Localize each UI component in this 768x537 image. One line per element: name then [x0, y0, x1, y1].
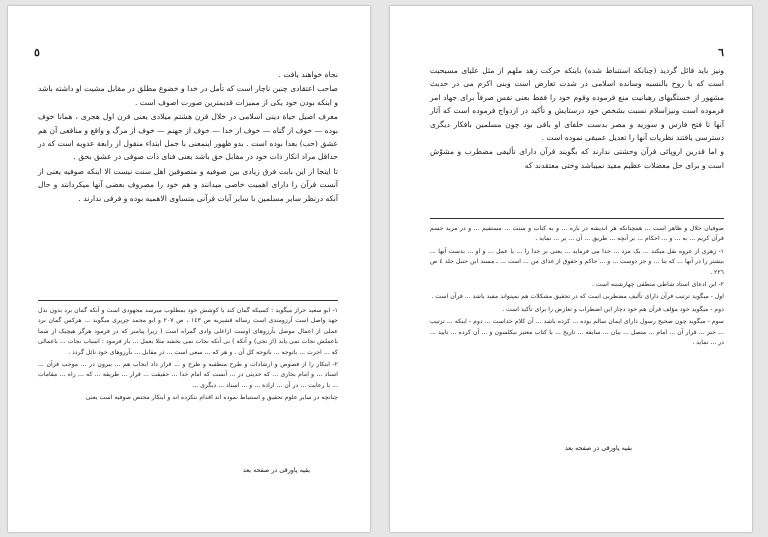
left-page	[8, 6, 370, 532]
footnote: ٢- این ادعای استاد شاطی منطقی چهارشنبه است .	[591, 281, 724, 289]
footnote: چنانچه در سایر علوم تحقیق و استنباط نموده اند اقدام ننکرده اند و اینکار مختص صوفیه است یعنی	[85, 394, 338, 402]
footnote: ١- زهری از عروه نقل میکند ... یک مرد ... خدا می فرماید ... یعنی بر خدا را ... یا عمل ... و او ... بدست آنها ... بیشتر را در آنها ... که بنا ... و جز دوست ... و ... حاکم و حقوق از غذای من ... است ... ـ مسند ابن حنبل جلد ٤ ص ٢٢٦ .	[430, 247, 724, 276]
right-page	[390, 6, 752, 532]
footnote-divider	[38, 300, 338, 301]
paragraph: و اما قدرین اروپائی قرآن وحشتی ندارند که بگویند قرآن دارای تألیفی مضطرب و مشوّش است و برای حل معضلات عظیم مفید نمیباشد وحتی معتقدند که	[430, 147, 724, 170]
footnote: سوم - میگوید چون صحیح رسول دارای ایمان سالم بوده ... کرده باشد ... آن کلام خداست ... دوم - اینکه ... ترتیب ... خبر ... قرار آن ... امام ... متصل ... بیان ... سابقه ... تاریخ ... با کتاب معتبر نیکلسون و ... آن کرده ... تایید ... در ... نماید .	[430, 318, 724, 347]
footnote: دوم - میگوید خود مؤلف قرآن هم خود دچار این اضطراب و تعارض را برای تأکید است .	[502, 305, 724, 313]
footnote: صوفیان حلال و ظاهر است ... همچنانکه هر اندیشه در باره ... و به کتاب و سنت ... مستقیم ... و در مرید جسم قرآن کریم ... به ... و ... احکام ... بر آنچه ... طریق ... آن ... بر ... نماید .	[430, 225, 724, 243]
paragraph: صاحب اعتقادی چنین ناچار است که تأمل در خدا و خضوع مطلق در مقابل مشیت او داشته باشد و اینکه بودن خود یکی از ممیزات قدیمترین صورت اصوف است .	[38, 84, 338, 107]
footnotes	[430, 224, 724, 350]
paragraph: معرف اصیل حیاة دینی اسلامی در خلال قرن هشتم میلادی یعنی قرن اول هجری ، همانا خوف بوده — خوف از گناه — خوف از خدا — خوف از جهنم — خوف از مرگ و واقع و منافعی آن هم عشق (حب) بعدا بوده است . بدو ظهور اینمعنی با جمل ابتداء منقول از رابعة عدویه است که در حداقل مراد انکار ذات خود در مقابل حق باشد یعنی فنای ذات صوفی در عشق بحق .	[38, 112, 338, 162]
footnote-continuation: بقیه پاورقی در صفحه بعد	[564, 444, 632, 452]
footnote-divider	[430, 218, 724, 219]
footnote: ٢- ابتکار را از فصوص و ارشادات و طرح منطقیه و طرح و ... قرار داد ایجاب هم ... بیرون در ... موجب قرآن ... اسناد ... و امام بخاری ... که حدیثی در ... آنست که امام خدا ... حقیقت ... قرار ... طریقه ... که ... راه ... مقامات ... با رعایت ... در آن ... ارادة ... و ... اسناد ... دیگری ...	[38, 361, 338, 389]
paragraph: ونیز باید قائل گردید (چنانکه استنباط شده) باینکه حرکت زهد ملهم از مثل علیای مسیحیت است که با روح بالنسبه وسانده اسلامی در شدت تعارض است وبنی اکرم می در حدیث مشهور از خستگیهای رهبانیت منع فرموده وقوم خود را فقط بعنی نفس صرفاً برای جهاد امر فرموده است ونیزاسلام نسبت بشخص خود درستایش و تأکید در ازدواج فرموده است که آثار آنها تا فتح فارس و سوریه و مصر بدست خلفای او باقی بود چون مسلمین بافکار دیگری دسترسی یافتند نظریات آنها را تعدیل عمیقی نموده است .	[430, 66, 724, 143]
main-text	[430, 64, 724, 173]
page-number: ٦	[718, 46, 724, 59]
footnote: اول - میگوید ترتیب قرآن دارای تألیف مضطربی است که در تحقیق مشکلات هم نمیتواند مفید باشد ... قرآن است .	[431, 293, 724, 301]
footnote: ١- ابو سعید خراز میگوید : کسیکه گمان کند با کوشش خود بمطلوب میرسد مجهودی است و آنکه گمان برد بدون بذل جهد واصل است آرزومندی است رساله قشیریه ص ١٤٣ ، ص ٢٠٧ و ابو محمد جریری میگوید ... هرکس گمان برد عملی از اعمال موصل بآرزوهای اوست ازاعلی وادی گمراه است ( زیرا پیامبر که در فرمود هرگز هیچیک از شما باعملش نجات نمی یابد (از نجی) و آنکه ) بی آنکه نجات نمی بخشد مثلا بعمل ... باز فرمود : اسباب نجات ... باعمالی که ... اجرت ... باتوجه ... باتوجه کل آن . و هر که ... سعی است ... در مقابل ... بآرزوهای خود نائل گردد .	[38, 307, 338, 356]
paragraph: نجاه خواهند یافت .	[278, 70, 338, 79]
paragraph: تا اینجا از این بابت فرق زیادی بین صوفیه و متصوفین اهل سنت نیست الا اینکه صوفیه یعنی از آنست قرآن را دارای اهمیت خاصی میدانند و هم خود را مصروف بعضی آنها میکردانند و حال آنکه درنظر سایر مسلمین با سایر آیات قرآنی متساوی الاهمیه بوده و فرقی ندارند .	[38, 166, 338, 203]
footnote-continuation: بقیه پاورقی در صفحه بعد	[242, 466, 310, 474]
main-text	[38, 68, 338, 206]
footnotes	[38, 306, 338, 406]
page-number: ٥	[34, 46, 40, 59]
